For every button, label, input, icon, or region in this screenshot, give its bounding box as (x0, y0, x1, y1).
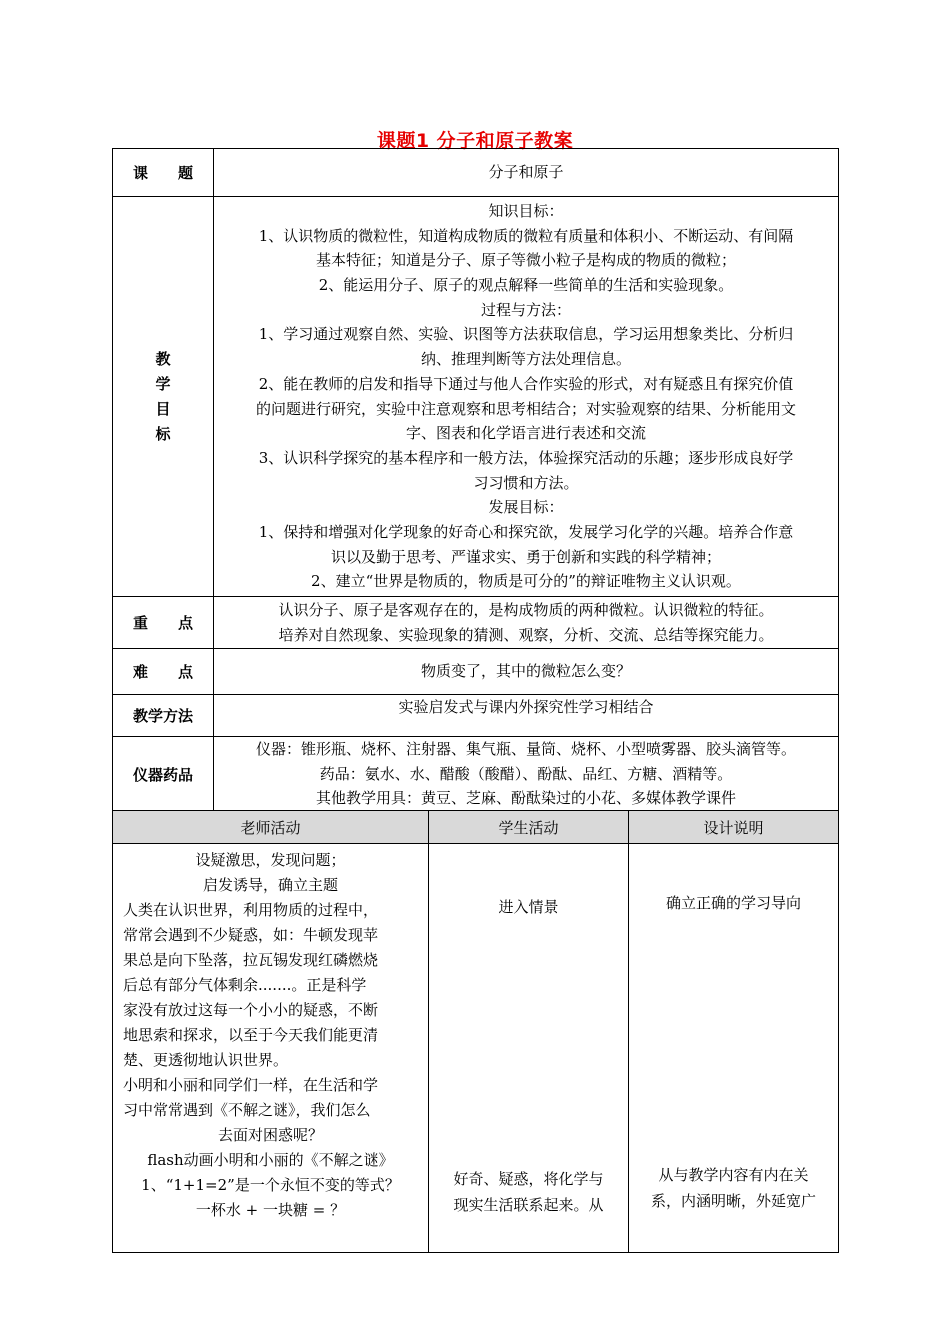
topic-value: 分子和原子 (214, 149, 839, 197)
lesson-info-table (112, 148, 839, 812)
teaching-method-label: 教学方法 (113, 695, 214, 737)
design-notes-header: 设计说明 (629, 811, 839, 844)
goals-line: 3、认识科学探究的基本程序和一般方法，体验探究活动的乐趣；逐步形成良好学 (258, 448, 794, 467)
teacher-line: 小明和小丽和同学们一样，在生活和学 (123, 1076, 379, 1094)
goals-line: 1、认识物质的微粒性，知道构成物质的微粒有质量和体积小、不断运动、有间隔 (258, 226, 794, 245)
student-activity-header: 学生活动 (429, 811, 629, 844)
goals-line: 基本特征；知道是分子、原子等微小粒子是构成的物质的微粒； (315, 251, 736, 270)
student-activity-intro: 进入情景 (498, 898, 559, 916)
teacher-line: 设疑激思，发现问题； (195, 851, 346, 869)
goals-line: 知识目标： (488, 201, 564, 220)
goals-line: 纳、推理判断等方法处理信息。 (420, 350, 631, 369)
goals-label-char: 标 (155, 424, 171, 443)
goals-line: 过程与方法： (480, 300, 571, 319)
difficult-points-label: 难 点 (113, 649, 214, 695)
student-activity-cell (429, 844, 629, 1253)
goals-label-char: 学 (155, 374, 171, 393)
student-activity-line: 现实生活联系起来。从 (453, 1196, 604, 1214)
goals-line: 的问题进行研究，实验中注意观察和思考相结合；对实验观察的结果、分析能用文 (255, 399, 796, 418)
design-notes-cell (629, 844, 839, 1253)
difficult-points-value: 物质变了，其中的微粒怎么变？ (214, 649, 839, 695)
teacher-line: 后总有部分气体剩余.......。正是科学 (123, 976, 367, 994)
goals-line: 2、能运用分子、原子的观点解释一些简单的生活和实验现象。 (318, 275, 734, 294)
goals-content (214, 197, 839, 597)
teacher-line: 地思索和探求，以至于今天我们能更清 (123, 1026, 379, 1044)
goals-line: 习习惯和方法。 (473, 473, 579, 492)
goals-line: 字、图表和化学语言进行表述和交流 (405, 424, 646, 443)
teacher-activity-cell (113, 844, 429, 1253)
equipment-line: 药品：氨水、水、醋酸（酸醋）、酚酞、品红、方糖、酒精等。 (319, 764, 733, 783)
teacher-line: 去面对困惑呢？ (217, 1126, 323, 1144)
teacher-line: 启发诱导，确立主题 (202, 876, 338, 894)
teaching-method-value: 实验启发式与课内外探究性学习相结合 (214, 695, 839, 737)
teacher-activity-header: 老师活动 (113, 811, 429, 844)
goals-line: 识以及勤于思考、严谨求实、勇于创新和实践的科学精神； (330, 547, 721, 566)
page-title: 课题1 分子和原子教案 (376, 130, 574, 152)
key-point-line: 培养对自然现象、实验现象的猜测、观察，分析、交流、总结等探究能力。 (278, 625, 774, 644)
teacher-line: 一杯水 + 一块糖 = ？ (195, 1201, 346, 1219)
goals-line: 发展目标： (488, 498, 564, 517)
equipment-label: 仪器药品 (113, 737, 214, 812)
teacher-line: 人类在认识世界，利用物质的过程中， (123, 901, 379, 919)
goals-label-char: 教 (155, 349, 171, 368)
teacher-line: 楚、更透彻地认识世界。 (123, 1051, 289, 1069)
key-points-label: 重 点 (113, 597, 214, 649)
goals-label-char: 目 (155, 399, 171, 418)
teacher-line: 常常会遇到不少疑惑，如：牛顿发现苹 (123, 926, 379, 944)
goals-line: 2、建立“世界是物质的，物质是可分的”的辩证唯物主义认识观。 (311, 572, 741, 591)
key-points-content (214, 597, 839, 649)
goals-line: 1、学习通过观察自然、实验、识图等方法获取信息，学习运用想象类比、分析归 (258, 325, 794, 344)
topic-label: 课 题 (113, 149, 214, 197)
design-note-line: 从与教学内容有内在关 (658, 1166, 809, 1184)
equipment-line: 其他教学用具：黄豆、芝麻、酚酞染过的小花、多媒体教学课件 (315, 789, 736, 808)
equipment-line: 仪器：锥形瓶、烧杯、注射器、集气瓶、量筒、烧杯、小型喷雾器、胶头滴管等。 (255, 740, 796, 758)
teacher-line: 1、“1+1=2”是一个永恒不变的等式？ (141, 1176, 400, 1194)
goals-line: 1、保持和增强对化学现象的好奇心和探究欲，发展学习化学的兴趣。培养合作意 (258, 523, 794, 542)
student-activity-line: 好奇、疑惑，将化学与 (453, 1170, 604, 1188)
equipment-content (214, 737, 839, 812)
key-point-line: 认识分子、原子是客观存在的，是构成物质的两种微粒。认识微粒的特征。 (278, 600, 774, 619)
design-note-line: 系，内涵明晰，外延宽广 (650, 1192, 816, 1210)
teacher-line: 家没有放过这每一个小小的疑惑，不断 (123, 1001, 379, 1019)
goals-label (113, 197, 214, 597)
goals-line: 2、能在教师的启发和指导下通过与他人合作实验的形式，对有疑惑且有探究价值 (258, 374, 794, 393)
teacher-line: 习中常常遇到《不解之谜》，我们怎么 (123, 1101, 371, 1119)
teacher-line: 果总是向下坠落，拉瓦锡发现红磷燃烧 (123, 951, 379, 969)
teacher-line: flash动画小明和小丽的《不解之谜》 (147, 1151, 394, 1169)
design-note-intro: 确立正确的学习导向 (665, 894, 801, 912)
activity-table (112, 810, 839, 1253)
